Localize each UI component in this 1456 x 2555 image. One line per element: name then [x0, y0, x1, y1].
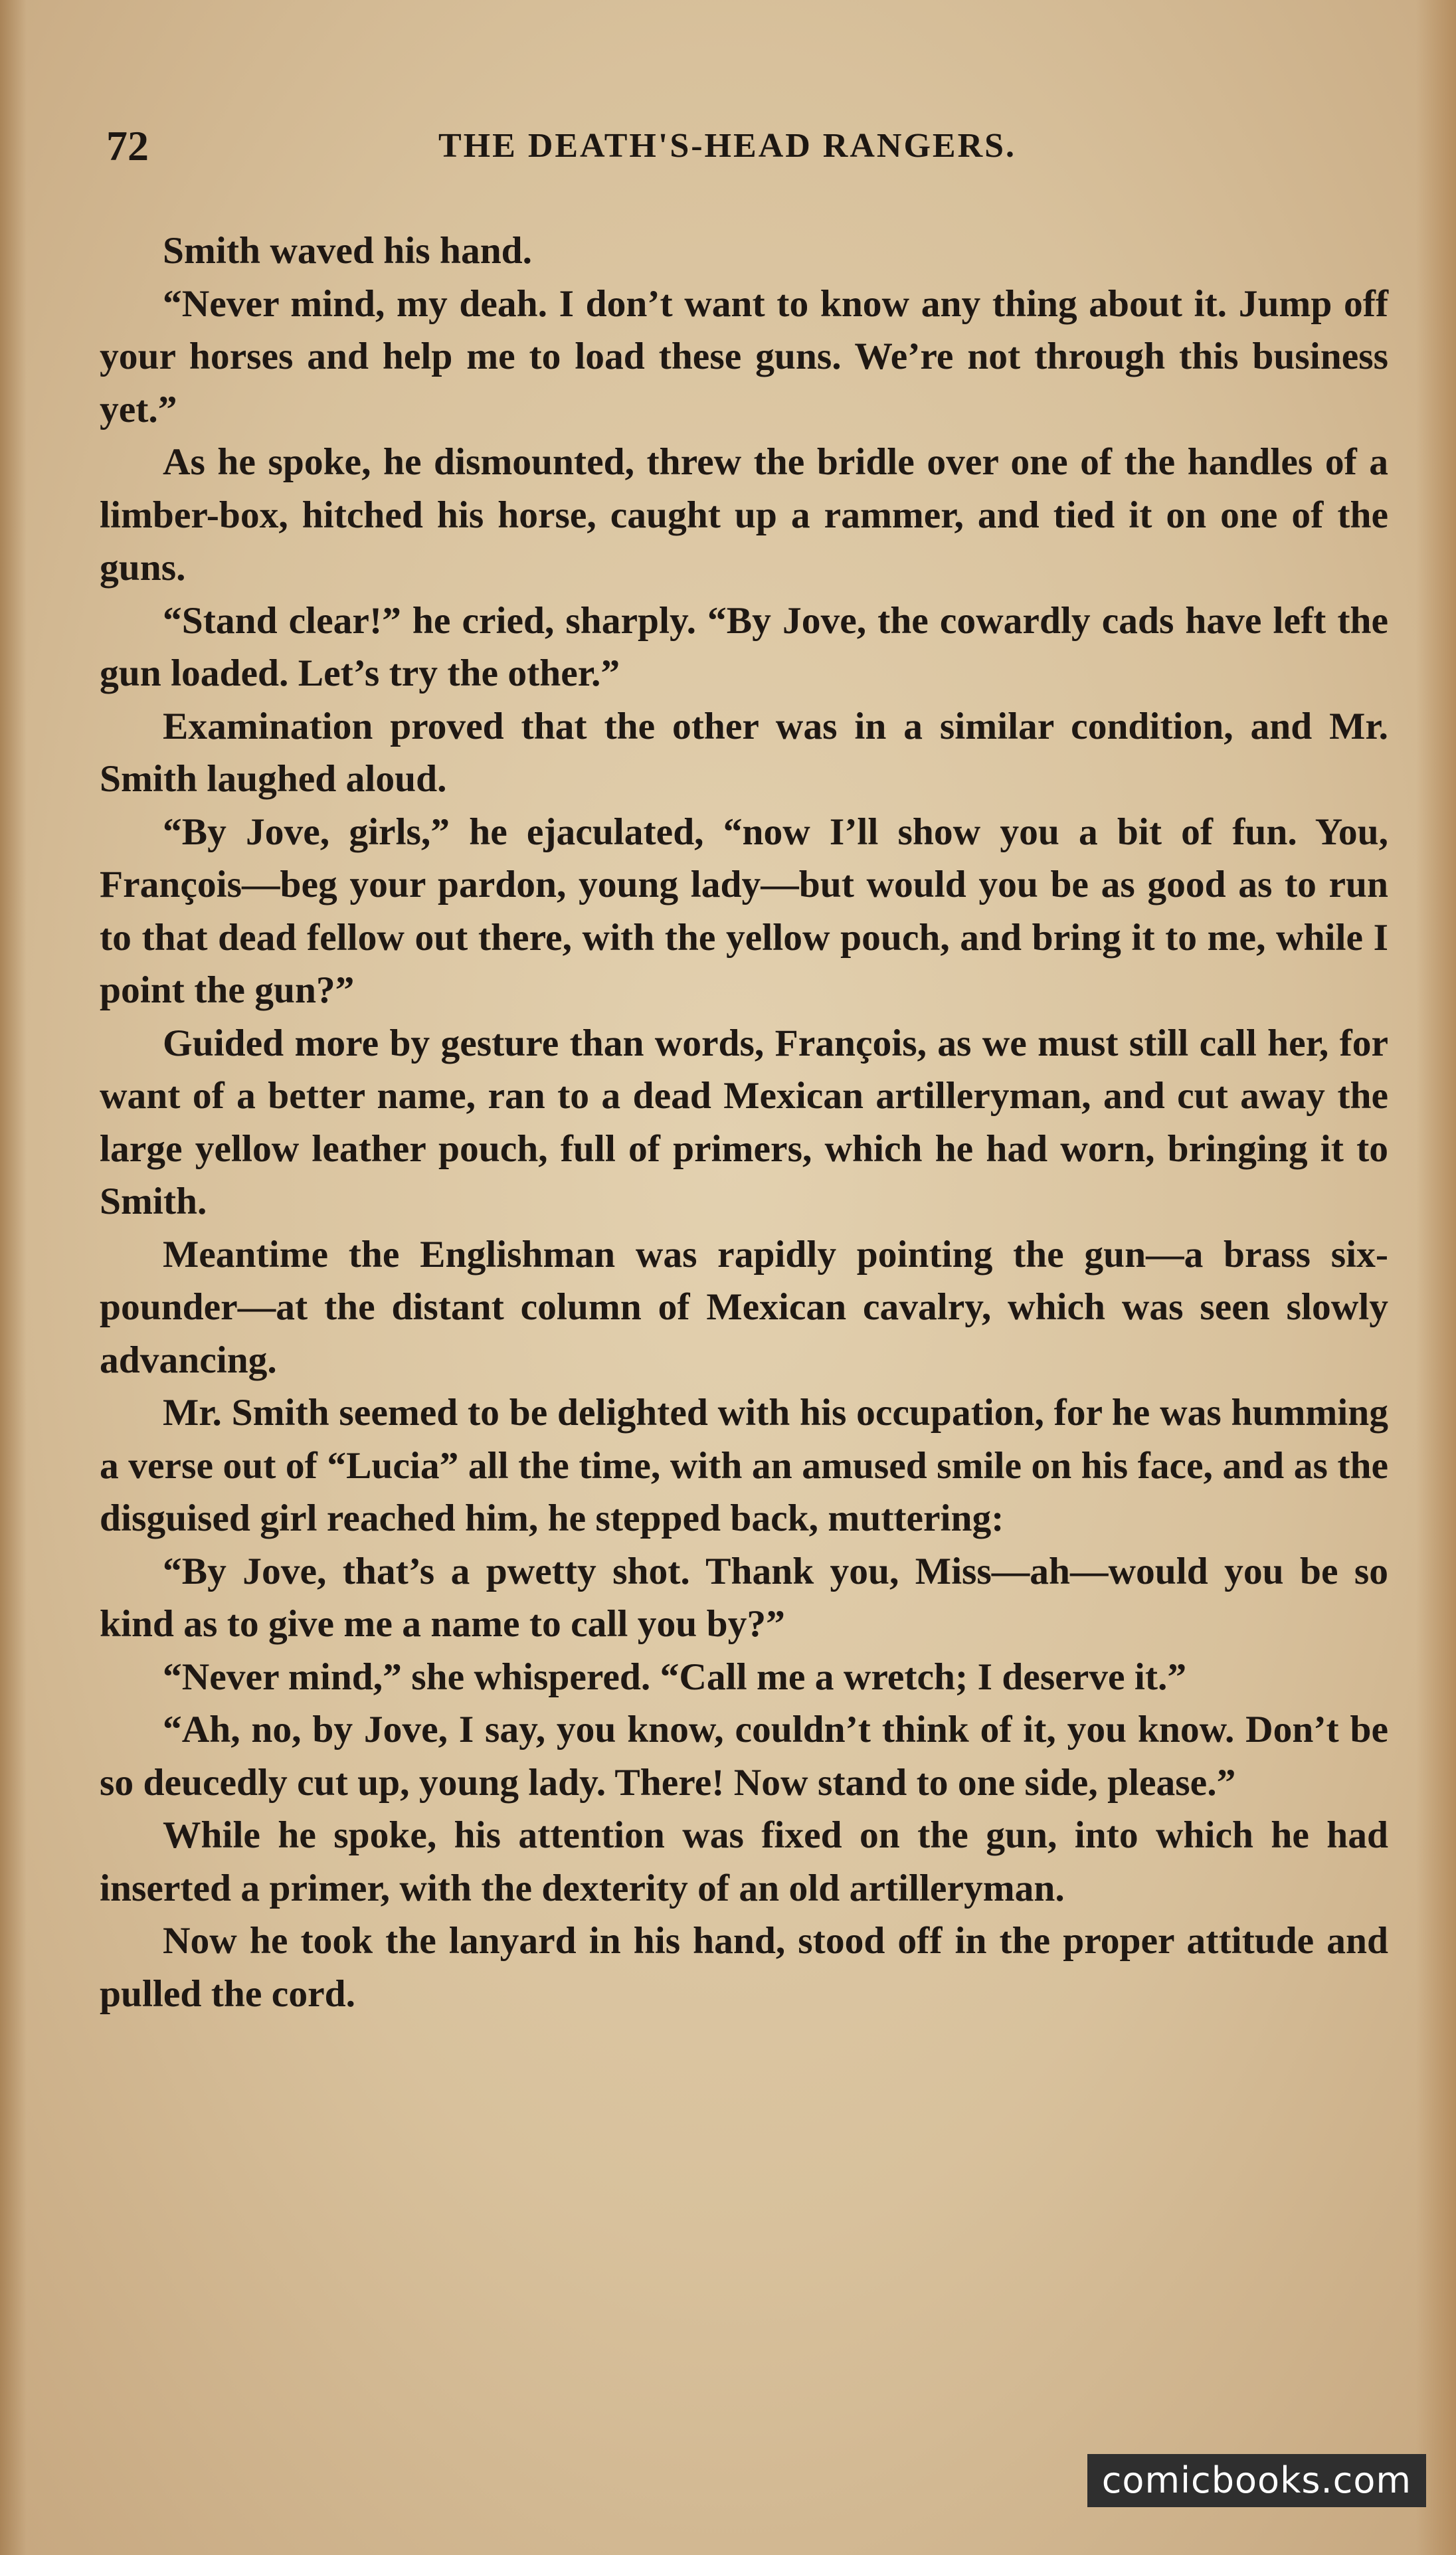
paragraph: While he spoke, his attention was fixed on the gun, into which he had inserted a primer, with the dexterity of an old artilleryman. [100, 1814, 1388, 1909]
body-text [100, 225, 1388, 2020]
page-edge-shadow-left [0, 0, 27, 2555]
paragraph: “By Jove, girls,” he ejaculated, “now I’ll show you a bit of fun. You, François—beg your pardon, young lady—but would you be as good as to run to that dead fellow out there, with the yellow pouch, and bring it to me, while I point the gun?” [100, 810, 1388, 1011]
paragraph: “Ah, no, by Jove, I say, you know, couldn’t think of it, you know. Don’t be so deucedly cut up, young lady. There! Now stand to one side, please.” [100, 1709, 1388, 1804]
paragraph: “Never mind,” she whispered. “Call me a wretch; I deserve it.” [163, 1656, 1187, 1698]
paragraph: Smith waved his hand. [163, 230, 533, 272]
paragraph: “Stand clear!” he cried, sharply. “By Jove, the cowardly cads have left the gun loaded. Let’s try the other.” [100, 599, 1388, 694]
paragraph: “By Jove, that’s a pwetty shot. Thank you, Miss—ah—would you be so kind as to give me a name to call you by?” [100, 1550, 1388, 1645]
paragraph: Now he took the lanyard in his hand, stood off in the proper attitude and pulled the cord. [100, 1920, 1388, 2015]
paragraph: Mr. Smith seemed to be delighted with his occupation, for he was humming a verse out of “Lucia” all the time, with an amused smile on his face, and as the disguised girl reached him, he stepped back, muttering: [100, 1392, 1388, 1539]
paragraph: Guided more by gesture than words, François, as we must still call her, for want of a better name, ran to a dead Mexican artilleryman, and cut away the large yellow leather pouch, full of primers, which he had worn, bringing it to Smith. [100, 1022, 1388, 1222]
paragraph: Examination proved that the other was in a similar condition, and Mr. Smith laughed aloud. [100, 705, 1388, 800]
paragraph: “Never mind, my deah. I don’t want to know any thing about it. Jump off your horses and help me to load these guns. We’re not through this business yet.” [100, 282, 1388, 430]
running-title: THE DEATH'S-HEAD RANGERS. [438, 127, 1017, 165]
page-header [100, 116, 1395, 176]
paragraph: As he spoke, he dismounted, threw the bridle over one of the handles of a limber-box, hitched his horse, caught up a rammer, and tied it on one of the guns. [100, 441, 1388, 589]
page-edge-shadow-right [1416, 0, 1456, 2555]
paragraph: Meantime the Englishman was rapidly pointing the gun—a brass six-pounder—at the distant column of Mexican cavalry, which was seen slowly advancing. [100, 1233, 1388, 1381]
watermark-badge: comicbooks.com [1087, 2454, 1426, 2507]
page-number: 72 [106, 122, 149, 169]
